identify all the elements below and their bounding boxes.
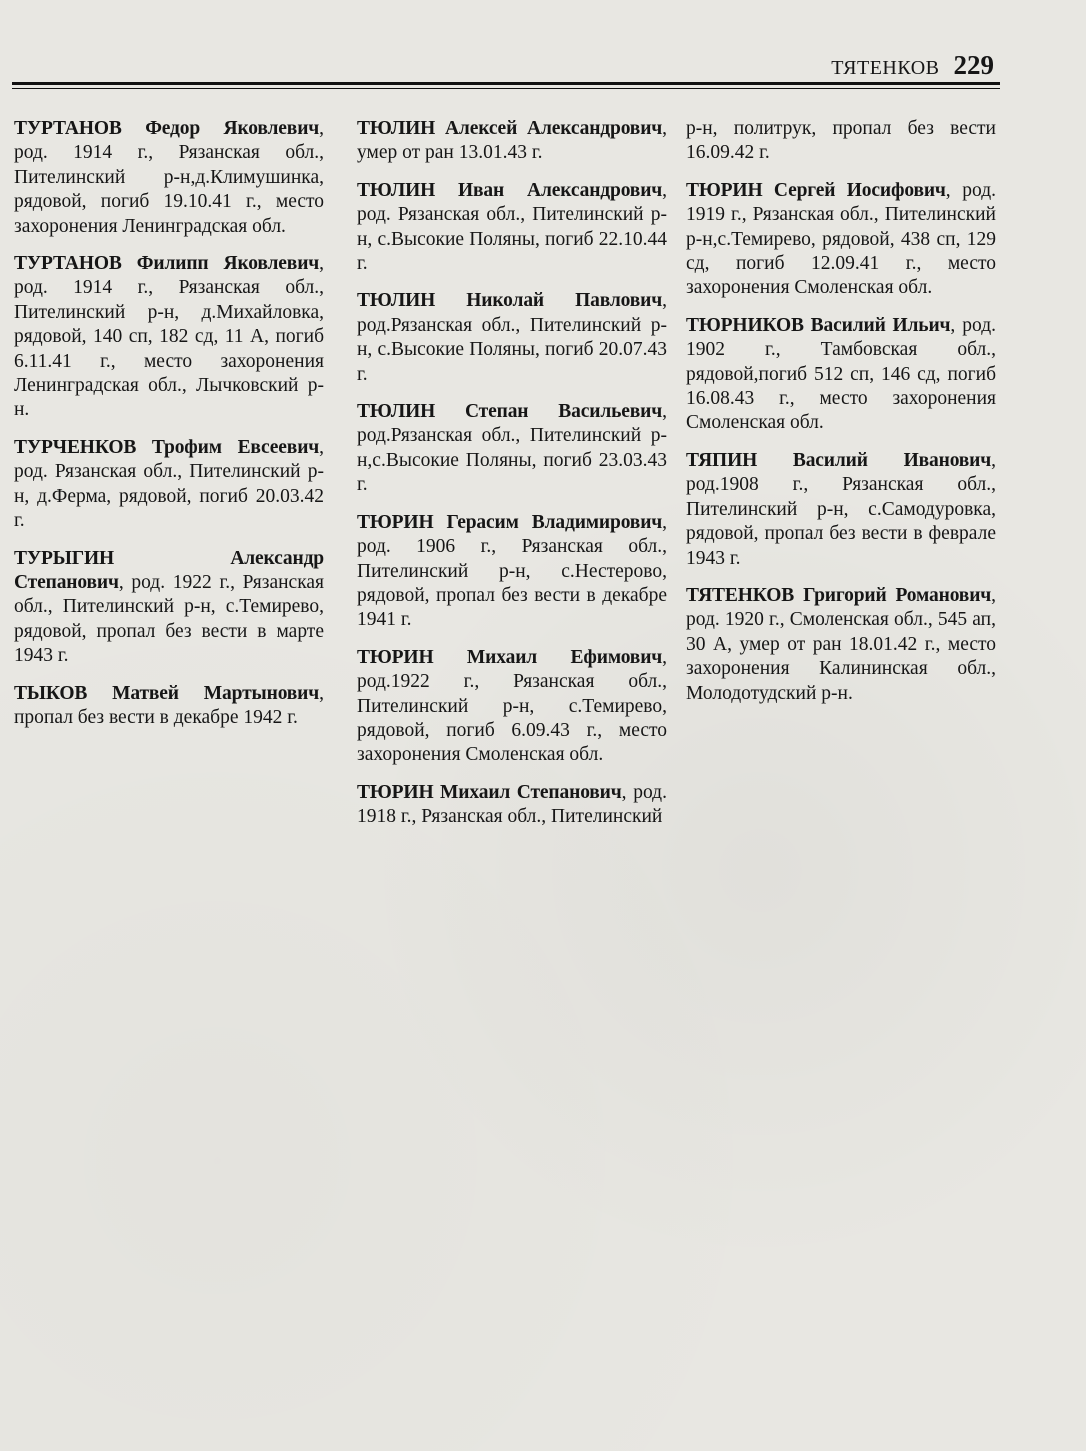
entry	[686, 314, 996, 436]
entry-name: ТЮЛИН Иван Александрович	[357, 179, 663, 201]
entry-name: ТЯТЕНКОВ Григорий Романович	[686, 584, 992, 606]
entry-name: ТУРТАНОВ Филипп Яковлевич	[14, 253, 320, 275]
entry-name: ТУРЫГИН Александр Степанович	[14, 547, 324, 593]
column-1	[14, 117, 324, 743]
entry	[686, 584, 996, 706]
entry	[357, 781, 667, 830]
entry	[686, 449, 996, 571]
entry-name: ТУРТАНОВ Федор Яковлевич	[14, 118, 320, 139]
entry-name: ТЮРИН Сергей Иосифович	[686, 179, 946, 201]
header-rule-thick	[12, 82, 1000, 85]
entry-text: , род. 1920 г., Смоленская обл., 545 ап, 30 А, умер от ран 18.01.42 г., место захоронения Калининская обл., Молодотудский р-н.	[686, 584, 996, 704]
entry-name: ТЮЛИН Николай Павлович	[357, 290, 663, 312]
page-number: 229	[953, 50, 994, 80]
entry-text: р-н, политрук, пропал без вести 16.09.42 г.	[686, 118, 996, 164]
entry-name: ТЮЛИН Алексей Александрович	[357, 118, 663, 139]
entry	[357, 646, 667, 768]
entry	[357, 117, 667, 166]
entry-name: ТЮРИН Михаил Степанович	[357, 781, 622, 803]
entry-name: ТЮРИН Герасим Владимирович	[357, 511, 663, 533]
entry-text: , род. Рязанская обл., Пителинский р-н, д.Ферма, рядовой, погиб 20.03.42 г.	[14, 436, 324, 532]
entry-text: , пропал без вести в декабре 1942 г.	[14, 682, 324, 728]
entry	[357, 179, 667, 277]
entry	[357, 400, 667, 498]
entry-text: , род.1922 г., Рязанская обл., Пителинский р-н, с.Темирево, рядовой, погиб 6.09.43 г., место захоронения Смоленская обл.	[357, 646, 667, 766]
entry	[14, 117, 324, 239]
entry-text: , род.Рязанская обл., Пителинский р-н, с.Высокие Поляны, погиб 20.07.43 г.	[357, 290, 667, 385]
running-title: ТЯТЕНКОВ	[831, 57, 940, 79]
entry	[357, 289, 667, 387]
entry-text: , род. 1906 г., Рязанская обл., Пителинский р-н, с.Нестерово, рядовой, пропал без вести в декабре 1941 г.	[357, 511, 667, 631]
entry-text: , род. 1922 г., Рязанская обл., Пителинский р-н, с.Темирево, рядовой, пропал без вести в марте 1943 г.	[14, 571, 324, 667]
entry-text: , род. 1918 г., Рязанская обл., Пителинский	[357, 781, 667, 828]
entry-text: , род. 1919 г., Рязанская обл., Пителинский р-н,с.Темирево, рядовой, 438 сп, 129 сд, погиб 12.09.41 г., место захоронения Смоленская обл.	[686, 179, 996, 299]
entry	[14, 436, 324, 534]
column-3	[686, 117, 996, 719]
entry-text: , род.Рязанская обл., Пителинский р-н,с.Высокие Поляны, погиб 23.03.43 г.	[357, 401, 667, 496]
entry-text: , род.1908 г., Рязанская обл., Пителинский р-н, с.Самодуровка, рядовой, пропал без вести в феврале 1943 г.	[686, 449, 996, 569]
entry-text: , умер от ран 13.01.43 г.	[357, 118, 667, 164]
entry-name: ТУРЧЕНКОВ Трофим Евсеевич	[14, 436, 320, 458]
entry-name: ТЮРНИКОВ Василий Ильич	[686, 314, 951, 336]
header-rule-thin	[12, 88, 1000, 89]
header-rule	[12, 82, 1000, 89]
entry	[14, 252, 324, 423]
entry	[686, 117, 996, 166]
entry-text: , род. 1914 г., Рязанская обл., Пителинский р-н, д.Михайловка, рядовой, 140 сп, 182 сд, 11 А, погиб 6.11.41 г., место захоронения Ленинградская обл., Лычковский р-н.	[14, 253, 324, 421]
entry-name: ТЫКОВ Матвей Мартынович	[14, 682, 320, 704]
entry	[686, 179, 996, 301]
entry-text: , род. 1902 г., Тамбовская обл., рядовой,погиб 512 сп, 146 сд, погиб 16.08.43 г., место захоронения Смоленская обл.	[686, 314, 996, 434]
entry-name: ТЮРИН Михаил Ефимович	[357, 646, 663, 668]
column-2	[357, 117, 667, 830]
entry	[357, 511, 667, 633]
entry-name: ТЯПИН Василий Иванович	[686, 449, 992, 471]
entry-name: ТЮЛИН Степан Васильевич	[357, 401, 663, 423]
entry-text: , род. 1914 г., Рязанская обл., Пителинский р-н,д.Климушинка, рядовой, погиб 19.10.41 г., место захоронения Ленинградская обл.	[14, 118, 324, 237]
entry	[14, 547, 324, 669]
entry-text: , род. Рязанская обл., Пителинский р-н, с.Высокие Поляны, погиб 22.10.44 г.	[357, 179, 667, 275]
page-header	[831, 50, 994, 81]
entry	[14, 682, 324, 731]
